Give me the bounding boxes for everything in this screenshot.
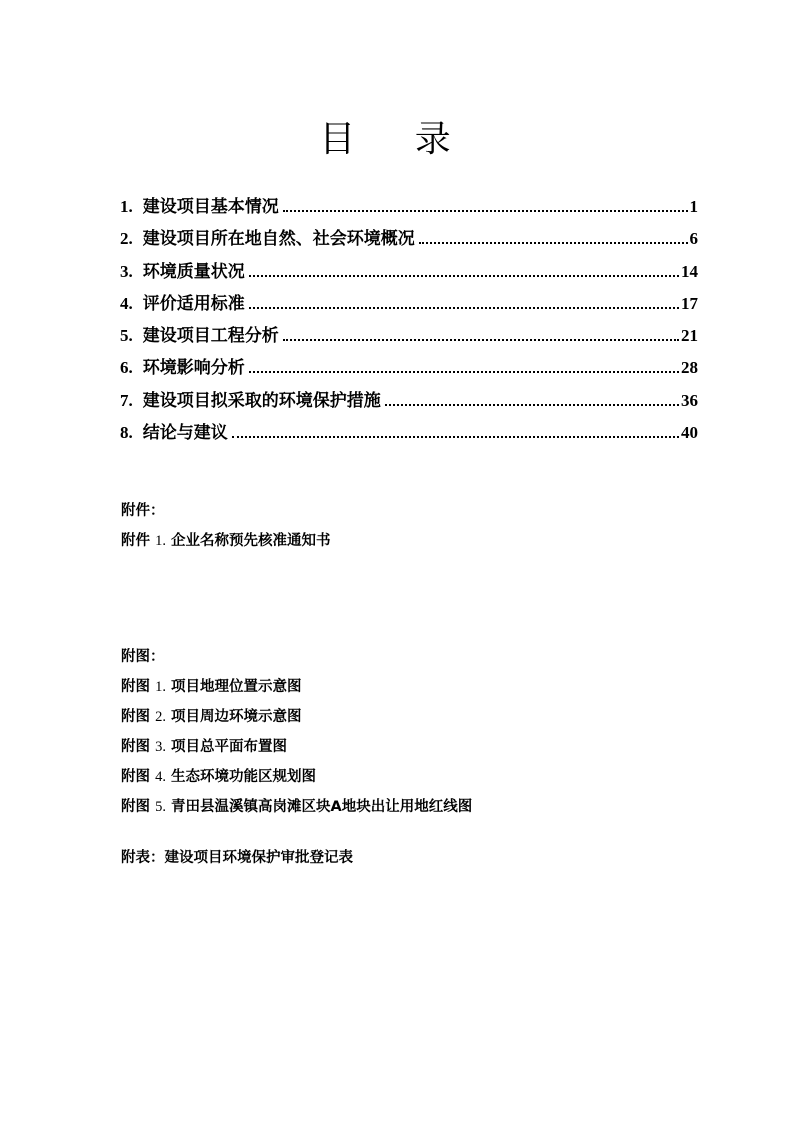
toc-page-number: 6 [689, 229, 698, 249]
toc-page-number: 14 [681, 261, 698, 281]
toc-leader [249, 370, 679, 373]
toc-leader [249, 274, 679, 277]
toc-entry-3[interactable] [120, 257, 698, 289]
figure-prefix: 附图 [121, 739, 150, 755]
toc-title: 结论与建议 [142, 423, 228, 444]
attachments-heading: 附件： [121, 503, 165, 519]
figure-title: 项目总平面布置图 [171, 739, 287, 755]
toc-entry-8[interactable] [120, 418, 698, 450]
page-title: 目 录 [319, 119, 475, 160]
figures-heading: 附图： [121, 649, 165, 665]
attachment-item-1[interactable] [121, 526, 721, 556]
table-of-contents [120, 192, 698, 450]
toc-leader [232, 435, 679, 438]
toc-entry-5[interactable] [120, 321, 698, 353]
toc-title: 环境影响分析 [142, 358, 245, 379]
toc-leader [385, 403, 679, 406]
toc-number: 7. [120, 390, 133, 410]
figure-item-2[interactable] [121, 702, 721, 732]
figure-number: 1. [155, 679, 166, 695]
figure-item-3[interactable] [121, 732, 721, 762]
attachments-section [121, 496, 721, 556]
toc-page-number: 28 [681, 358, 698, 378]
toc-number: 2. [120, 229, 133, 249]
toc-entry-6[interactable] [120, 353, 698, 385]
figure-title: 生态环境功能区规划图 [171, 769, 316, 785]
figure-number: 4. [155, 769, 166, 785]
toc-entry-1[interactable] [120, 192, 698, 224]
toc-title: 环境质量状况 [142, 261, 245, 282]
toc-title: 建设项目工程分析 [142, 326, 279, 347]
toc-number: 8. [120, 423, 133, 443]
toc-entry-7[interactable] [120, 386, 698, 418]
table-note-section [121, 843, 721, 873]
attachment-prefix: 附件 [121, 533, 150, 549]
figure-title: 项目地理位置示意图 [171, 679, 302, 695]
toc-page-number: 17 [681, 293, 698, 313]
toc-leader [419, 241, 688, 244]
toc-page-number: 21 [681, 326, 698, 346]
figure-prefix: 附图 [121, 679, 150, 695]
toc-leader [283, 338, 679, 341]
toc-title: 评价适用标准 [142, 293, 245, 314]
figure-prefix: 附图 [121, 799, 150, 815]
toc-number: 4. [120, 293, 133, 313]
figure-title: 项目周边环境示意图 [171, 709, 302, 725]
toc-entry-4[interactable] [120, 289, 698, 321]
toc-number: 6. [120, 358, 133, 378]
toc-number: 5. [120, 326, 133, 346]
toc-title: 建设项目拟采取的环境保护措施 [142, 390, 381, 411]
figure-item-5[interactable] [121, 792, 721, 822]
attachment-number: 1. [155, 533, 166, 549]
table-note[interactable]: 附表：建设项目环境保护审批登记表 [121, 850, 353, 866]
figure-item-4[interactable] [121, 762, 721, 792]
attachment-title: 企业名称预先核准通知书 [171, 533, 331, 549]
figures-section [121, 642, 721, 822]
toc-page-number: 1 [689, 197, 698, 216]
toc-leader [283, 209, 688, 212]
toc-page-number: 36 [681, 390, 698, 410]
toc-title: 建设项目基本情况 [142, 197, 279, 217]
toc-page-number: 40 [681, 423, 698, 443]
figure-number: 2. [155, 709, 166, 725]
figure-number: 3. [155, 739, 166, 755]
figure-item-1[interactable] [121, 672, 721, 702]
figure-number: 5. [155, 799, 166, 815]
toc-leader [249, 306, 679, 309]
toc-entry-2[interactable] [120, 224, 698, 256]
toc-number: 1. [120, 197, 133, 216]
figure-title: 青田县温溪镇高岗滩区块A地块出让用地红线图 [171, 799, 473, 815]
toc-number: 3. [120, 261, 133, 281]
toc-title: 建设项目所在地自然、社会环境概况 [142, 229, 415, 250]
figure-prefix: 附图 [121, 709, 150, 725]
figure-prefix: 附图 [121, 769, 150, 785]
